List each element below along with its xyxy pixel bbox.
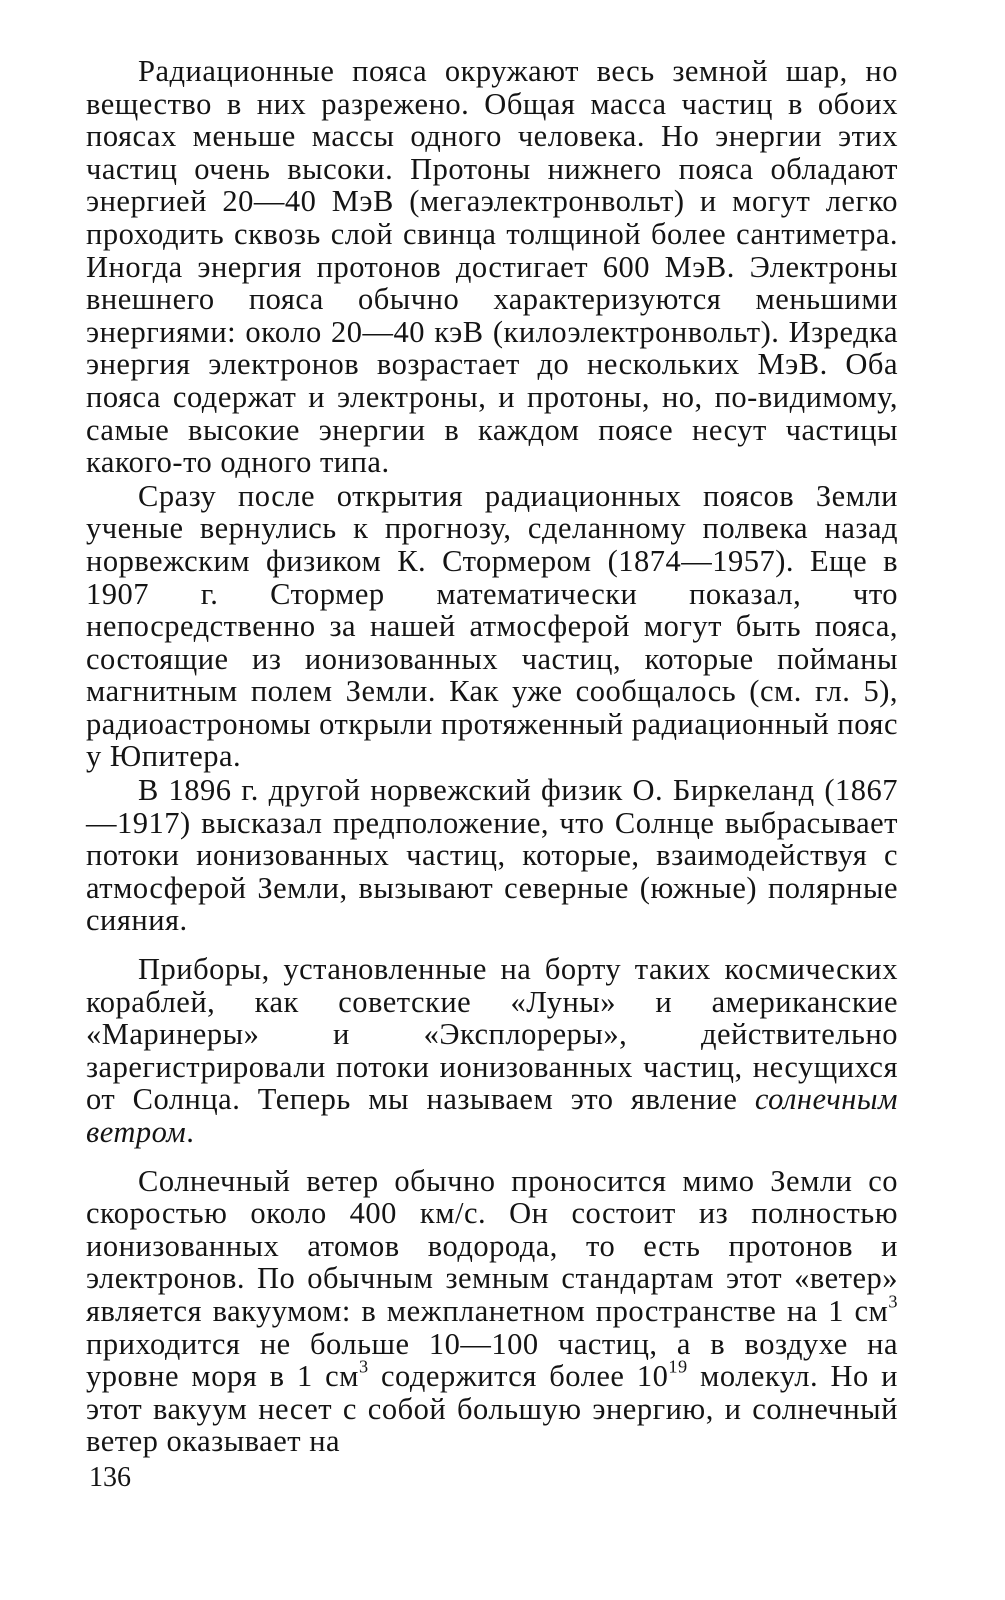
paragraph-text: молекул. Но и этот вакуум несет с собой большую энергию, и солнечный ветер оказывает на [86,1359,898,1459]
paragraph-text: Приборы, установленные на борту таких космических кораблей, как советские «Луны» и американские «Маринеры» и «Эксплореры», действительно зарегистрировали потоки ионизованных частиц, несущихся от Солнца. Теперь мы называем это явление [86,952,898,1117]
paragraph-solar-wind-speed [86,1165,898,1458]
paragraph-end: . [186,1115,195,1149]
emphasis-term: солнечным ветром [86,1082,898,1149]
page-body [86,55,898,1458]
paragraph-text: содержится более 10 [368,1359,669,1394]
paragraph-birkeland: В 1896 г. другой норвежский физик О. Биркеланд (1867—1917) высказал предположение, что Солнце выбрасывает потоки ионизованных частиц, которые, взаимодействуя с атмосферой Земли, вызывают северные (южные) полярные сияния. [86,773,898,938]
paragraph-solar-wind-discovery [86,953,898,1149]
superscript: 3 [358,1356,369,1377]
paragraph-text: приходится не больше 10—100 частиц, а в воздухе на уровне моря в 1 см [86,1326,898,1394]
paragraph-radiation-belts: Радиационные пояса окружают весь земной шар, но вещество в них разрежено. Общая масса частиц в обоих поясах меньше массы одного человека. Но энергии этих частиц очень высоки. Протоны нижнего пояса обладают энергией 20—40 МэВ (мегаэлектронвольт) и могут легко проходить сквозь слой свинца толщиной более сантиметра. Иногда энергия протонов достигает 600 МэВ. Электроны внешнего пояса обычно характеризуются меньшими энергиями: около 20—40 кэВ (килоэлектронвольт). Изредка энергия электронов возрастает до нескольких МэВ. Оба пояса содержат и электроны, и протоны, но, по-видимому, самые высокие энергии в каждом поясе несут частицы какого-то одного типа. [86,54,898,480]
superscript: 19 [668,1356,688,1377]
page-number: 136 [89,1462,131,1493]
superscript: 3 [888,1291,898,1312]
paragraph-text: Солнечный ветер обычно проносится мимо Земли со скоростью около 400 км/с. Он состоит из полностью ионизованных атомов водорода, то есть протонов и электронов. По обычным земным стандартам этот «ветер» является вакуумом: в межпланетном пространстве на 1 см [86,1163,898,1328]
paragraph-stormer: Сразу после открытия радиационных поясов Земли ученые вернулись к прогнозу, сделанному полвека назад норвежским физиком К. Стормером (1874—1957). Еще в 1907 г. Стормер математически показал, что непосредственно за нашей атмосферой могут быть пояса, состоящие из ионизованных частиц, которые пойманы магнитным полем Земли. Как уже сообщалось (см. гл. 5), радиоастрономы открыли протяженный радиационный пояс у Юпитера. [86,478,898,774]
